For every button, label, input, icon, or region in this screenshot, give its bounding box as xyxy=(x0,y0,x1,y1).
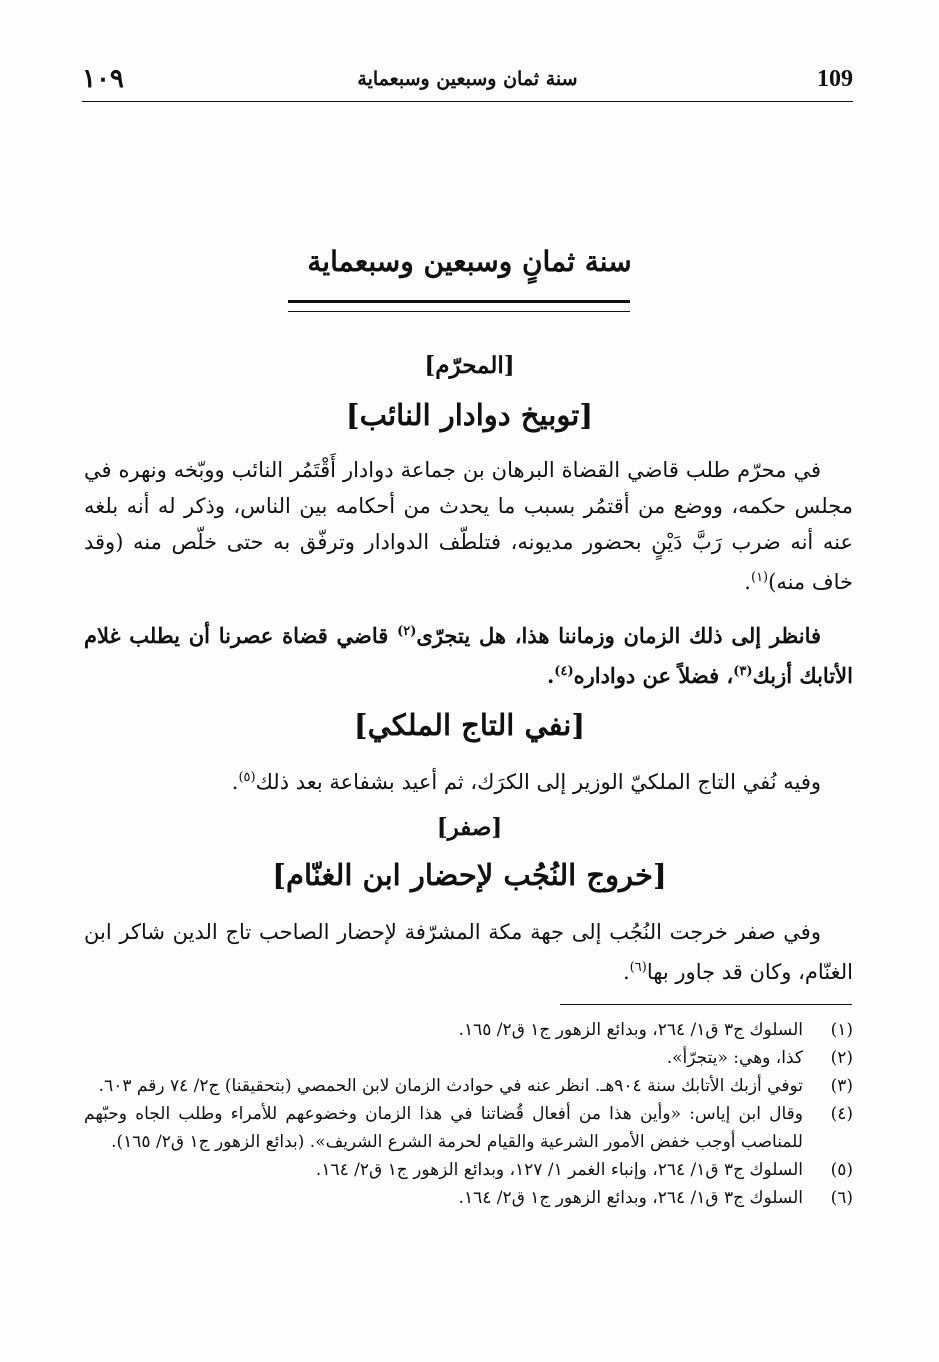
footnote-ref-5: (٥) xyxy=(238,770,256,785)
footnote xyxy=(84,1072,853,1100)
nujub-paragraph: وفي صفر خرجت النُجُب إلى جهة مكة المشرّفة لإحضار الصاحب تاج الدين شاكر ابن الغنّام، وكان قد جاور بها$^{(٦)}$. xyxy=(84,920,853,984)
comment-text-3: ، فضلاً عن دواداره xyxy=(573,663,734,688)
footnote-text: السلوك ج٣ ق١/ ٢٦٤، وبدائع الزهور ج١ ق٢/ ١٦٥. xyxy=(458,1020,803,1040)
footnote-ref-6: (٦) xyxy=(629,960,647,975)
rebuke-paragraph: في محرّم طلب قاضي القضاة البرهان بن جماعة دوادار أَقْتَمُر النائب ووبّخه ونهره في مجلس حكمه، ووضع من أقتمُر بسبب ما يحدث من أحكامه بين الناس، وذكر له أنه بلغه عنه أنه ضرب رَبَّ دَيْنٍ بحضور مديونه، فتلطّف الدوادار وترفّق به حتى خلّص منه (وقد خاف منه)$^{(١)}$. xyxy=(84,458,853,594)
footnote xyxy=(84,1100,853,1156)
footnote-number: (٢) xyxy=(830,1048,853,1068)
page-number-latin: 109 xyxy=(817,66,853,92)
footnote xyxy=(84,1184,853,1212)
footnote-ref-3: (٣) xyxy=(733,664,753,679)
chapter-title: سنة ثمانٍ وسبعين وسبعماية xyxy=(307,245,632,278)
footnote-text: السلوك ج٣ ق١/ ٢٦٤، وإنباء الغمر ١/ ١٢٧، وبدائع الزهور ج١ ق٢/ ١٦٤. xyxy=(315,1160,803,1180)
footnote-number: (٥) xyxy=(830,1160,853,1180)
comment-paragraph: فانظر إلى ذلك الزمان وزماننا هذا، هل يتجرّى$^{(٢)}$ قاضي قضاة عصرنا أن يطلب غلام الأتابك أزبك$^{(٣)}$، فضلاً عن دواداره$^{(٤)}$. xyxy=(84,623,853,688)
footnote xyxy=(84,1016,853,1044)
footnote-number: (٤) xyxy=(830,1104,853,1124)
footnote xyxy=(84,1156,853,1184)
footnote-number: (٦) xyxy=(830,1188,853,1208)
exile-heading: [نفي التاج الملكي] xyxy=(353,708,586,742)
footnote-separator xyxy=(560,1004,852,1005)
exile-text: وفيه نُفي التاج الملكيّ الوزير إلى الكرَك، ثم أعيد بشفاعة بعد ذلك xyxy=(255,770,821,794)
footnote-text: توفي أزبك الأتابك سنة ٩٠٤هـ. انظر عنه في حوادث الزمان لابن الحمصي (بتحقيقنا) ج٢/ ٧٤ رقم ٦٠٣. xyxy=(98,1076,803,1096)
chapter-title-rule xyxy=(288,300,630,312)
footnote-text: كذا، وهي: «يتجرّأ». xyxy=(666,1048,803,1068)
footnote-ref-4: (٤) xyxy=(554,664,574,679)
safar-heading: [صفر] xyxy=(436,814,503,841)
comment-text-2: قاضي قضاة عصرنا أن يطلب غلام الأتابك أزبك xyxy=(84,623,853,688)
page-number-arabic: ١٠٩ xyxy=(82,64,124,94)
rebuke-heading: [توبيخ دوادار النائب] xyxy=(345,398,594,432)
nujub-heading: [خروج النُجُب لإحضار ابن الغنّام] xyxy=(272,858,667,892)
exile-paragraph: وفيه نُفي التاج الملكيّ الوزير إلى الكرَك، ثم أعيد بشفاعة بعد ذلك$^{(٥)}$. xyxy=(231,770,821,794)
muharram-heading: [المحرّم] xyxy=(424,352,515,379)
header-rule xyxy=(82,101,853,102)
footnote-ref-2: (٢) xyxy=(397,624,417,639)
footnote-text: السلوك ج٣ ق١/ ٢٦٤، وبدائع الزهور ج١ ق٢/ ١٦٤. xyxy=(458,1188,803,1208)
footnotes xyxy=(84,1016,853,1212)
footnote-ref-1: (١) xyxy=(750,570,769,585)
footnote-number: (٣) xyxy=(830,1076,853,1096)
nujub-text: وفي صفر خرجت النُجُب إلى جهة مكة المشرّفة لإحضار الصاحب تاج الدين شاكر ابن الغنّام، وكان قد جاور بها xyxy=(84,920,853,984)
footnote-text: وقال ابن إياس: «وأين هذا من أفعال قُضاتنا في هذا الزمان وخضوعهم للأمراء وطلب الجاه وحبّهم للمناصب أوجب خفض الأمور الشرعية والقيام لحرمة الشرع الشريف». (بدائع الزهور ج١ ق٢/ ١٦٥). xyxy=(84,1104,803,1152)
running-title: سنة ثمان وسبعين وسبعماية xyxy=(357,68,578,90)
running-header xyxy=(82,58,853,98)
footnote xyxy=(84,1044,853,1072)
rebuke-text: في محرّم طلب قاضي القضاة البرهان بن جماعة دوادار أَقْتَمُر النائب ووبّخه ونهره في مجلس حكمه، ووضع من أقتمُر بسبب ما يحدث من أحكامه بين الناس، وذكر له أنه بلغه عنه أنه ضرب رَبَّ دَيْنٍ بحضور مديونه، فتلطّف الدوادار وترفّق به حتى خلّص منه (وقد خاف منه) xyxy=(84,458,853,594)
footnote-number: (١) xyxy=(830,1020,853,1040)
comment-text-1: فانظر إلى ذلك الزمان وزماننا هذا، هل يتجرّى xyxy=(416,623,821,648)
